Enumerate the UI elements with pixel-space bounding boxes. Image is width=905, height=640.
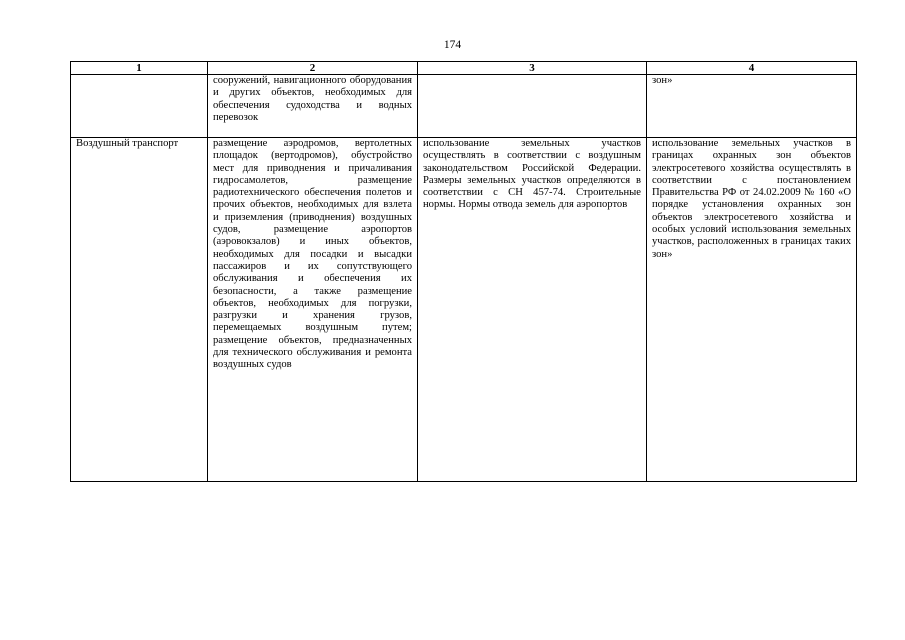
column-header-2: 2 (208, 62, 418, 75)
row2-permitted-use-cell: размещение аэродромов, вертолетных площадок (вертодромов), обустройство мест для приводнения и причаливания гидросамолетов, размещение радиотехнического обеспечения полетов и прочих объектов, необходимых для взлета и приземления (приводнения) воздушных судов, размещение аэропортов (аэровокзалов) и иных объектов, необходимых для посадки и высадки пассажиров и их сопутствующего обслуживания и обеспечения их безопасности, а также размещение объектов, необходимых для погрузки, разгрузки и хранения грузов, перемещаемых воздушным путем; размещение объектов, предназначенных для технического обслуживания и ремонта воздушных судов (208, 138, 418, 482)
row1-permitted-use-cell: сооружений, навигационного оборудования и других объектов, необходимых для обеспечения судоходства и водных перевозок (208, 75, 418, 138)
row1-category-cell (71, 75, 208, 138)
row1-parameters-cell (418, 75, 647, 138)
row1-restrictions-cell: зон» (647, 75, 857, 138)
column-header-1: 1 (71, 62, 208, 75)
row2-parameters-cell: использование земельных участков осуществлять в соответствии с воздушным законодательством Российской Федерации. Размеры земельных участков определяются в соответствии с СН 457-74. Строительные нормы. Нормы отвода земель для аэропортов (418, 138, 647, 482)
land-use-table (70, 61, 857, 482)
table-row (71, 75, 857, 138)
table-row (71, 138, 857, 482)
column-header-3: 3 (418, 62, 647, 75)
column-header-4: 4 (647, 62, 857, 75)
row2-category-cell: Воздушный транспорт (71, 138, 208, 482)
row2-restrictions-cell: использование земельных участков в границах охранных зон объектов электросетевого хозяйства осуществлять в соответствии с постановлением Правительства РФ от 24.02.2009 № 160 «О порядке установления охранных зон объектов электросетевого хозяйства и особых условий использования земельных участков, расположенных в границах таких зон» (647, 138, 857, 482)
page-number: 174 (443, 39, 462, 51)
header-row (71, 62, 857, 75)
